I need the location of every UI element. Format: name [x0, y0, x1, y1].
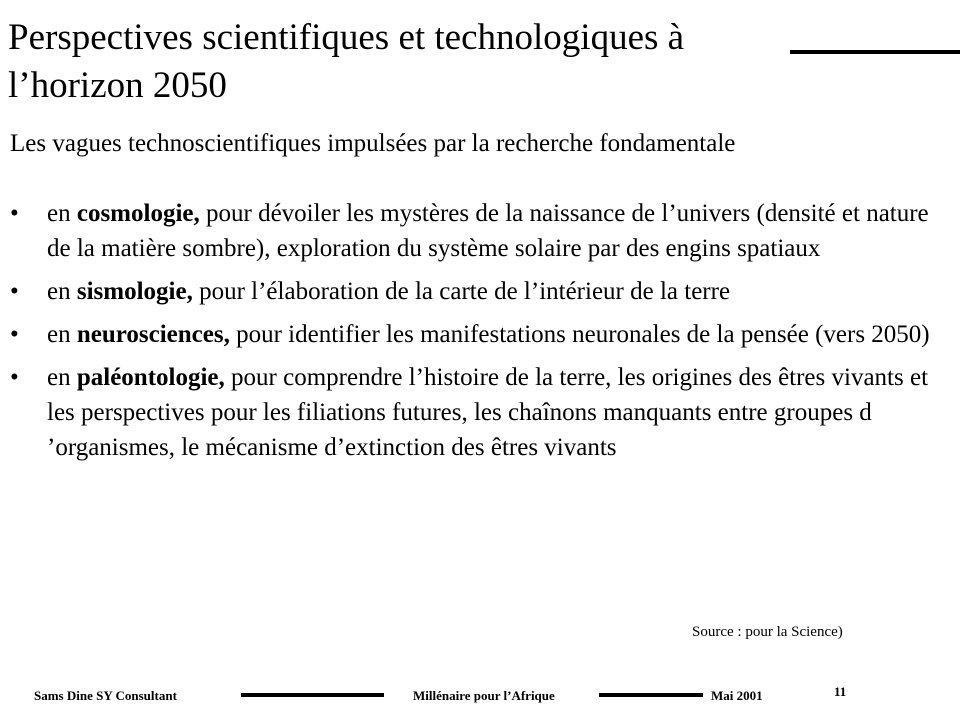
source-note: Source : pour la Science) [692, 624, 843, 640]
bullet-keyword: neurosciences, [76, 321, 230, 348]
bullet-dot: • [10, 278, 19, 305]
bullet-keyword: sismologie, [76, 278, 193, 305]
bullet-dot: • [10, 200, 19, 227]
footer-author: Sams Dine SY Consultant [34, 688, 177, 703]
title-line-1 [8, 14, 960, 62]
bullet-text: pour dévoiler les mystères de la naissance de l’univers (densité et nature de la matière sombre), exploration du système solaire par des engins spatiaux [47, 200, 929, 262]
bullet-prefix: en [47, 278, 77, 305]
bullet-dot: • [10, 364, 19, 391]
bullet-text: pour l’élaboration de la carte de l’intérieur de la terre [192, 278, 731, 305]
bullet-list [10, 196, 940, 473]
footer-date: Mai 2001 [711, 688, 763, 703]
footer-rule-left [241, 693, 384, 697]
bullet-text: pour identifier les manifestations neuronales de la pensée (vers 2050) [229, 321, 930, 348]
bullet-item-sismologie [10, 274, 940, 309]
title-line-1-text: Perspectives scientifiques et technologiques à [8, 17, 685, 58]
bullet-item-paleontologie [10, 360, 940, 465]
bullet-text: pour comprendre l’histoire de la terre, les origines des êtres vivants et les perspectives pour les filiations futures, les chaînons manquants entre groupes d ’organismes, le mécanisme d’extinction des êtres vivants [47, 364, 929, 461]
bullet-item-neurosciences [10, 317, 940, 352]
bullet-keyword: paléontologie, [76, 364, 225, 391]
bullet-prefix: en [47, 364, 77, 391]
bullet-prefix: en [47, 200, 77, 227]
footer-rule-right [599, 693, 703, 697]
footer-page-number: 11 [834, 684, 847, 699]
title-line-2 [8, 62, 960, 110]
bullet-item-cosmologie [10, 196, 940, 266]
footer-event: Millénaire pour l’Afrique [413, 688, 555, 703]
bullet-dot: • [10, 321, 19, 348]
title-line-2-text: l’horizon 2050 [8, 65, 227, 106]
slide-title [8, 14, 960, 110]
title-rule [790, 50, 960, 54]
bullet-prefix: en [47, 321, 77, 348]
subtitle: Les vagues technoscientifiques impulsées par la recherche fondamentale [10, 130, 736, 157]
bullet-keyword: cosmologie, [76, 200, 200, 227]
footer [0, 684, 960, 708]
